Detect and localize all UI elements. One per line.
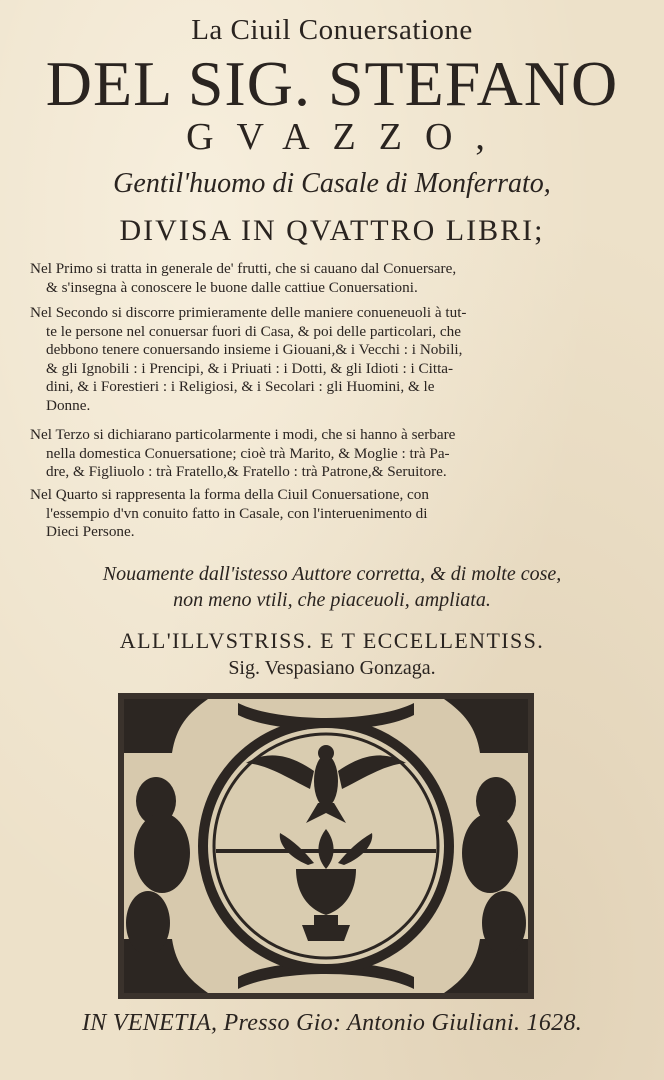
dedication-line-2: Sig. Vespasiano Gonzaga. xyxy=(228,657,436,679)
contents-line: te le persone nel conuersar fuori di Casa, & poi delle particolari, che xyxy=(46,322,461,340)
contents-line: & s'insegna à conoscere le buone dalle cattiue Conuersationi. xyxy=(46,278,418,296)
author-description: Gentil'huomo di Casale di Monferrato, xyxy=(113,168,551,199)
contents-book-2 xyxy=(30,304,626,416)
contents-line: nella domestica Conuersatione; cioè trà Marito, & Moglie : trà Pa- xyxy=(46,444,450,462)
contents-line: Dieci Persone. xyxy=(46,523,135,541)
printers-device-woodcut xyxy=(118,693,534,999)
contents-line: Nel Secondo si discorre primieramente delle maniere conueneuoli à tut- xyxy=(30,304,467,321)
contents-line: Nel Quarto si rappresenta la forma della Ciuil Conuersatione, con xyxy=(30,486,429,503)
contents-line: Nel Terzo si dichiarano particolarmente i modi, che si hanno à serbare xyxy=(30,426,456,443)
contents-line: & gli Ignobili : i Prencipi, & i Priuati : i Dotti, & gli Idioti : i Citta- xyxy=(46,359,454,377)
edition-note-line-2: non meno vtili, che piaceuoli, ampliata. xyxy=(173,589,491,611)
contents-line: Nel Primo si tratta in generale de' frutti, che si cauano dal Conuersare, xyxy=(30,260,457,277)
contents-book-1 xyxy=(30,260,626,297)
contents-line: Donne. xyxy=(46,396,91,414)
author-surname: GVAZZO, xyxy=(186,116,508,158)
contents-line: dini, & i Forestieri : i Religiosi, & i Secolari : gli Huomini, & le xyxy=(46,378,435,396)
contents-line: l'essempio d'vn conuito fatto in Casale, con l'interuenimento di xyxy=(46,504,428,522)
contents-line: debbono tenere conuersando insieme i Giouani,& i Vecchi : i Nobili, xyxy=(46,341,463,359)
contents-book-3 xyxy=(30,426,626,482)
author-prefix: DEL SIG. STEFANO xyxy=(45,48,619,119)
edition-note-line-1: Nouamente dall'istesso Auttore corretta, & di molte cose, xyxy=(102,563,562,585)
dedication-line-1: ALL'ILLVSTRISS. E T ECCELLENTISS. xyxy=(119,628,545,653)
contents-line: dre, & Figliuolo : trà Fratello,& Fratello : trà Patrone,& Seruitore. xyxy=(46,463,447,481)
imprint: IN VENETIA, Presso Gio: Antonio Giuliani. 1628. xyxy=(81,1010,583,1036)
work-title: La Ciuil Conuersatione xyxy=(191,14,473,46)
contents-book-4 xyxy=(30,486,626,542)
division-heading: DIVISA IN QVATTRO LIBRI; xyxy=(119,214,545,247)
